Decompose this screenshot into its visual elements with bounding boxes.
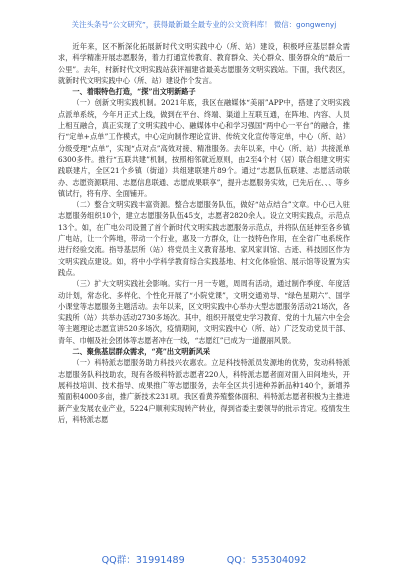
paragraph-mechanism: （一）创新文明实践机制。2021年底，我区在融媒体“美丽”APP中，搭建了文明实践点派单系统，今年月正式上线，做到在平台、终端、渠道上互联互通，在阵地、内容、人员上相互融合，真正实现了文明实践中心、融媒体中心和学习强国“两中心一平台”的融合，推行“定单+点单”工作模式，中心定向制作理论宣讲、传统文化宣传等定单，中心（所、站）分级受理“点单”，实现“点对点”高效对接、精准服务。去年以来，中心（所、站）共接派单6300多件。推行“五联共建”机制，按照相邻就近原则，由2至4个村（居）联合组建文明实践联建片，全区21个乡镇（街道）共组建联建片89个。通过“志愿队伍联建、志愿活动联办、志愿资源联用、志愿信息联通、志愿成果联享”，提升志愿服务实效，已先后在、、、等乡镇试行，将有序、全面铺开。 xyxy=(58,98,350,198)
source-watermark-header[interactable]: 关注头条号“公文研究”，获得最新最全最专业的公文资料库！ 微信：gongwenyj xyxy=(71,20,337,29)
section-heading-2: 二、聚焦基层群众需求，“亮”出文明新风采 xyxy=(72,347,211,357)
paragraph-influence: （三）扩大文明实践社会影响。实行一月一专题，周周有活动，通过制作季度、年度活动计划，常态化、多样化、个性化开展了“小院党课”，文明交通劝导、“绿色星期六”、国学小课堂等志愿服务主题活动。去年以来，区文明实践中心举办大型志愿服务活动21场次，各实践所（站）共举办活动2730多场次。其中，组织开展党史学习教育、党的十九届六中全会等主题理论志愿宣讲520多场次，疫情期间，文明实践中心（所、站）广泛发动党员干部、青年、巾帼及社会团体等志愿者冲在一线，“志愿红”已成为一道靓丽风景。 xyxy=(58,279,350,345)
contact-footer xyxy=(0,555,408,567)
qq-number[interactable]: QQ：535304092 xyxy=(226,555,307,566)
paragraph-tech-volunteers: （一）科特派志愿服务助力科技兴农惠农。立足科技特派员发源地的优势，发动科特派志愿服务队科技助农，现有各级科特派志愿者220人，科特派志愿者面对面入田间地头，开展科技培训、技术指导、成果推广等志愿服务，去年全区共引进种养新品种140个，新增养殖面积4000多亩，推广新技术231项。我区看黄养殖整体面积、科特派志愿者积极为主推进新产业发展农业产业，5224户顺利实现转产转业，得到省委主要领导的批示肯定。疫情发生后，科特派志愿 xyxy=(58,358,350,424)
intro-paragraph: 近年来，区不断深化拓展新时代文明实践中心（所、站）建设，积极呼应基层群众需求，科学精准开展志愿服务，着力打通宣传教育、教育群众、关心群众、服务群众的“最后一公里”。去年，村新时代文明实践站获评福建省最美志愿服务文明实践站。下面，我代表区，就新时代文明实践中心（所、站）建设作个发言。 xyxy=(58,42,350,85)
qq-group-number[interactable]: QQ群：31991489 xyxy=(101,555,185,566)
paragraph-resources: （二）整合文明实践丰富资源。整合志愿服务队伍，做好“站点结合”文章。中心已入驻志愿服务组织10个，建立志愿服务队伍45支，志愿者2820余人。设立文明实践点，示范点13个。如，在广电公司设置了首个新时代文明实践志愿服务示范点，并将队伍延伸至各乡镇广电站，让一个阵地，带动一个行业，惠及一方群众，让一技特色作用，在全省广电系统作进行经验交流。指导基层所（站）将党员主义教育基地、家风家训馆、古迹、科技园区作为文明实践点建设。如，将中小学科学教育综合实践基地、村文化体验馆、展示馆等设置为实践点。 xyxy=(58,200,350,277)
document-body xyxy=(58,41,350,425)
section-heading-1: 一、着眼特色打造，“探”出文明新路子 xyxy=(72,87,196,97)
